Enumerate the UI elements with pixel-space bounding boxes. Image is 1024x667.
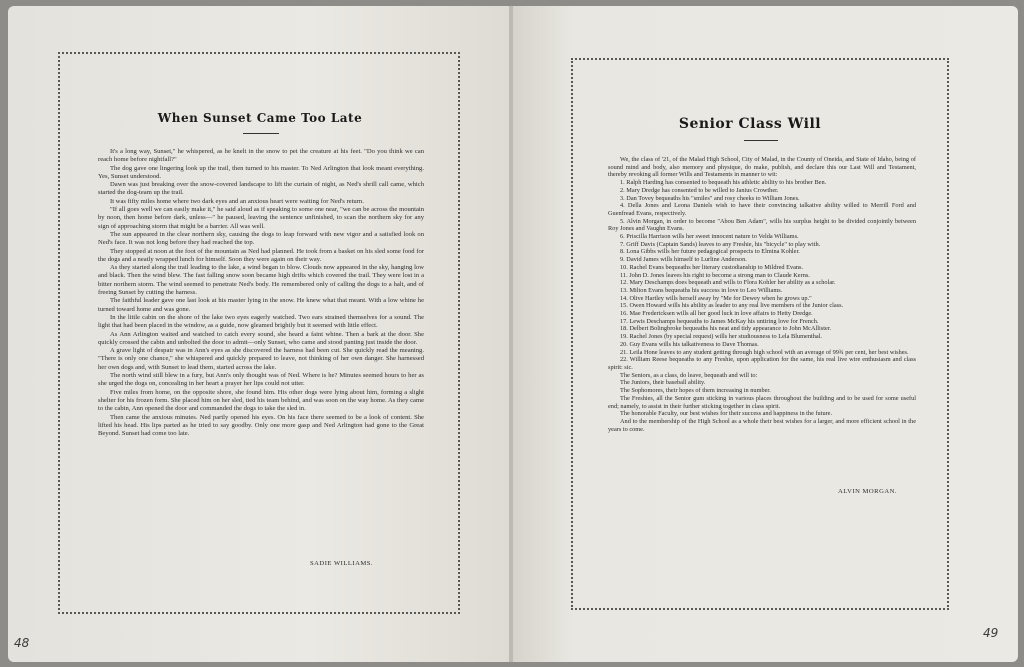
will-paragraph: 11. John D. Jones leaves his right to become a strong man to Claude Kerns. bbox=[620, 271, 810, 279]
will-paragraph: 4. Della Jones and Leona Daniels wish to have their convincing talkative ability willed to Merrill Ford and Guenfread Evans, respectively. bbox=[608, 202, 916, 217]
story-paragraph: As Ann Arlington waited and watched to catch every sound, she heard a faint whine. Then a bark at the door. She quickly crossed the cabin and unbolted the door to admit—only Sunset, who came and stood panting just inside the door. bbox=[98, 330, 424, 346]
story-paragraph: In the little cabin on the shore of the lake two eyes eagerly watched. Two ears strained themselves for a sound. The light that had been placed in the window, as a guide, now gleamed brightly but it seemed with little effect. bbox=[98, 313, 424, 330]
story-title-rule bbox=[243, 133, 279, 134]
will-title: Senior Class Will bbox=[678, 116, 822, 132]
story-paragraph: The north wind still blew in a fury, but Ann's only thought was of Ned. Where is he? Minutes seemed hours to her as she urged the dogs on, concealing in her heart a prayer her lips could not utter. bbox=[98, 372, 424, 388]
story-paragraph: A grave light of despair was in Ann's eyes as she discovered the harness had been cut. She quickly read the meaning. "There is only one chance," she whispered and quickly prepared to leave, not thinking of her own danger. She harnessed her own dogs and, with Sunset to lead them, started across the lake. bbox=[98, 347, 424, 371]
will-paragraph: 9. David James wills himself to Lurline Anderson. bbox=[620, 256, 747, 264]
will-paragraph: 16. Mae Fredericksen wills all her good luck in love affairs to Hetty Dredge. bbox=[620, 310, 813, 318]
will-paragraph: And to the membership of the High School as a whole their best wishes for a larger, and more efficient school in the years to come. bbox=[608, 417, 916, 433]
will-paragraph: 15. Owen Howard wills his ability as leader to any real live members of the Junior class. bbox=[620, 302, 844, 310]
will-paragraph: 1. Ralph Harding has consented to bequeath his athletic ability to his brother Ben. bbox=[620, 179, 827, 187]
story-paragraph: As they started along the trail leading to the lake, a wind began to blow. Clouds now appeared in the sky, hanging low and black. Then the wind blew. The fast falling snow soon became high drifts which covered the trail. They were lost in a bitter northern storm. The wind seemed to penetrate Ned's body. He remembered only of calling the dogs to a halt, and of freeing Sunset by cutting the harness. bbox=[98, 264, 424, 297]
story-paragraph: They stopped at noon at the foot of the mountain as Ned had planned. He took from a basket on his sled some food for the dogs and a neatly wrapped lunch for himself. Soon they were again on their way. bbox=[98, 247, 424, 263]
will-paragraph: 14. Olive Hartley wills herself away by "Me for Dewey when he grows up." bbox=[620, 294, 812, 302]
will-paragraph: 5. Alvin Morgan, in order to become "Abou Ben Adam", wills his surplus height to be divided conjointly between Roy Jones and Vaughn Evans. bbox=[608, 217, 916, 233]
right-page-number: 49 bbox=[983, 626, 999, 640]
story-paragraph: It was fifty miles home where two dark eyes and an anxious heart were waiting for Ned's return. bbox=[110, 197, 364, 205]
will-paragraph: The honorable Faculty, our best wishes for their success and happiness in the future. bbox=[620, 410, 833, 418]
story-paragraph: The dog gave one lingering look up the trail, then turned to his master. To Ned Arlington that look meant everything. Yes, Sunset understood. bbox=[98, 164, 424, 180]
will-author: ALVIN MORGAN. bbox=[838, 488, 898, 495]
story-paragraph: Dawn was just breaking over the snow-covered landscape to lift the curtain of night, as Ned's shrill call came, which started the dog-team up the trail. bbox=[98, 181, 424, 197]
story-paragraph: It's a long way, Sunset," he whispered, as he knelt in the snow to pet the creature at his feet. "Do you think we can reach home before nightfall?" bbox=[98, 148, 424, 164]
will-paragraph: 12. Mary Deschamps does bequeath and wills to Flora Kohler her ability as a scholar. bbox=[620, 279, 836, 287]
will-paragraph: 20. Guy Evans wills his talkativeness to Dave Thomas. bbox=[620, 340, 759, 348]
will-paragraph: 7. Griff Davis (Captain Sands) leaves to any Freshie, his "bicycle" to play with. bbox=[620, 240, 821, 248]
will-paragraph: The Sophomores, their hopes of them increasing in number. bbox=[620, 387, 771, 395]
story-paragraph: "If all goes well we can easily make it," he said aloud as if speaking to some one near, "we can be across the mountain by noon, then home before dark, unless—" he paused, leaving the sentence unfinished, to scan the northern sky for any sign of approaching storm that might be a barrier. All was well. bbox=[98, 206, 424, 230]
story-paragraph: The sun appeared in the clear northern sky, causing the dogs to leap forward with new vigor and a satisfied look on Ned's face. It was not long before they had reached the top. bbox=[98, 230, 424, 247]
will-paragraph: 17. Lewis Deschamps bequeaths to James McKay his untiring love for French. bbox=[620, 317, 819, 325]
will-paragraph: We, the class of '21, of the Malad High School, City of Malad, in the County of Oneida, and State of Idaho, being of sound mind and body, also memory and physique, do make, publish, and declare this our Last Will and Testament, thereby revoking all former Wills and Testaments in manner to wit: bbox=[608, 156, 916, 179]
will-paragraph: 8. Lona Gibbs wills her future pedagogical prospects to Elmina Kohler. bbox=[620, 248, 800, 256]
will-paragraph: 19. Rachel Jones (by special request) wills her studiousness to Lela Blumenthal. bbox=[620, 333, 822, 341]
will-paragraph: 22. William Reese bequeaths to any Freshie, upon application for the same, his real live wire enthusiasm and class spirit: sic. bbox=[608, 356, 916, 371]
story-body bbox=[98, 148, 424, 553]
will-paragraph: 2. Mary Dredge has consented to be willed to Janius Crowther. bbox=[620, 186, 779, 194]
will-paragraph: The Seniors, as a class, do leave, bequeath and will to: bbox=[620, 371, 758, 379]
story-paragraph: Then came the anxious minutes. Ned partly opened his eyes. On his face there seemed to be a look of content. She lifted his head. His lips parted as he tried to say goodby. Only one more gasp and Ned Arlington had gone to the Great Beyond. Sunset had come too late. bbox=[98, 413, 424, 438]
will-paragraph: 13. Milton Evans bequeaths his success in love to Leo Williams. bbox=[620, 286, 783, 294]
will-paragraph: The Freshies, all the Senior gum sticking in various places throughout the building and to be used for some useful end; namely, to assist in their further sticking together in class spirit. bbox=[608, 394, 916, 410]
will-paragraph: 6. Priscilla Harrison wills her sweet innocent nature to Velda Williams. bbox=[620, 233, 799, 241]
will-paragraph: 10. Rachel Evans bequeaths her literary custodianship to Mildred Evans. bbox=[620, 263, 804, 271]
left-page-number: 48 bbox=[14, 636, 30, 650]
story-title: When Sunset Came Too Late bbox=[157, 111, 363, 125]
will-paragraph: The Juniors, their baseball ability. bbox=[620, 379, 706, 387]
will-paragraph: 18. Delbert Bolingbroke bequeaths his neat and tidy appearance to John McAllister. bbox=[620, 325, 832, 333]
will-title-rule bbox=[744, 140, 778, 141]
will-paragraph: 21. Leila Hone leaves to any student getting through high school with an average of 99¾ per cent, her best wishes. bbox=[620, 348, 909, 356]
will-body bbox=[608, 156, 916, 478]
story-paragraph: Five miles from home, on the opposite shore, she found him. His other dogs were lying about him, forming a slight shelter for his frozen form. She placed him on her sled, tied his team behind, and was soon on the way home. As they came to the cabin, Ann opened the door and commanded the dogs to take the sled in. bbox=[98, 388, 424, 413]
story-paragraph: The faithful leader gave one last look at his master lying in the snow. He knew what that meant. With a low whine he turned toward home and was gone. bbox=[98, 297, 424, 313]
will-paragraph: 3. Dan Tovey bequeaths his "smiles" and rosy cheeks to William Jones. bbox=[620, 194, 800, 202]
story-author: SADIE WILLIAMS. bbox=[310, 560, 374, 567]
